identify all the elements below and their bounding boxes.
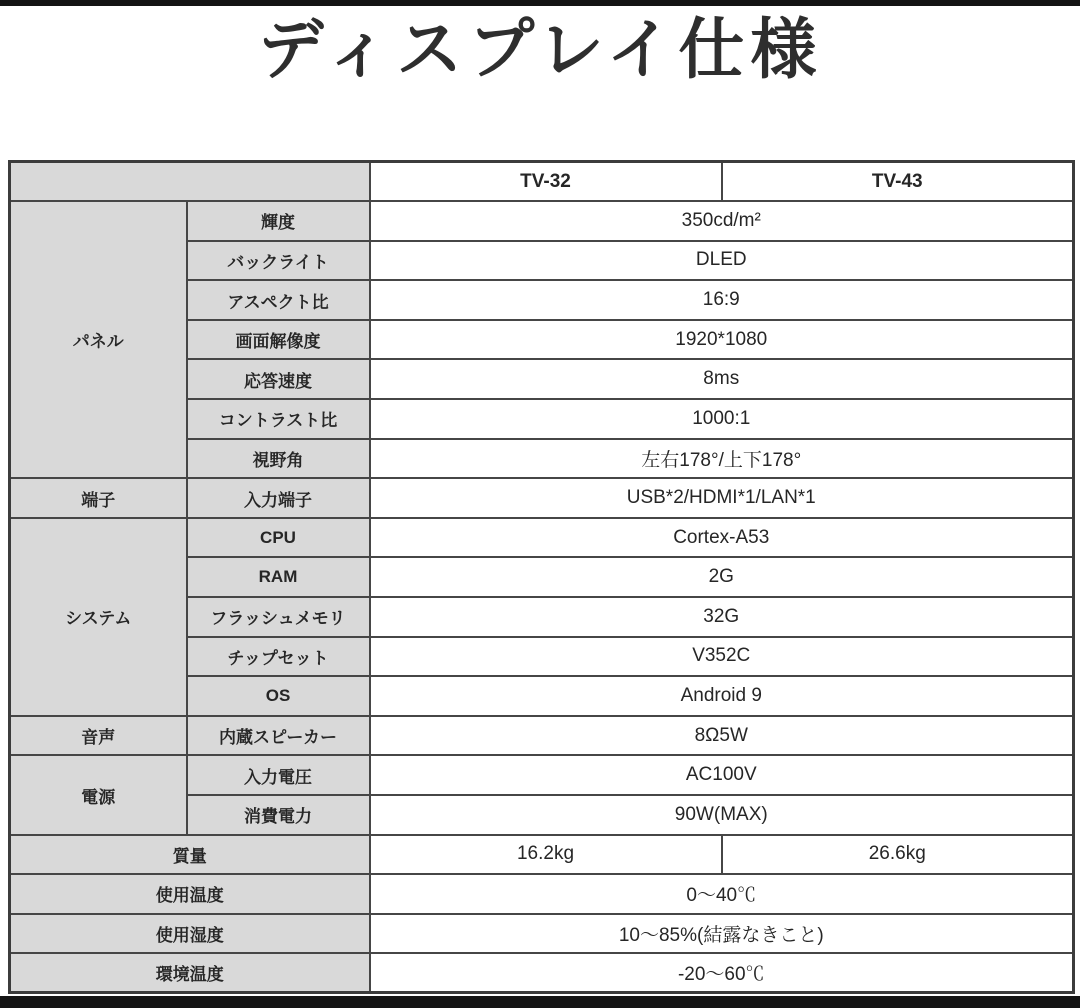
spec-value-viewing-angle: 左右178°/上下178°	[370, 439, 1074, 479]
spec-value-contrast: 1000:1	[370, 399, 1074, 439]
spec-label-brightness: 輝度	[187, 201, 370, 241]
spec-value-weight-tv43: 26.6kg	[722, 835, 1074, 875]
spec-label-os: OS	[187, 676, 370, 716]
spec-value-weight-tv32: 16.2kg	[370, 835, 722, 875]
spec-value-aspect-ratio: 16:9	[370, 280, 1074, 320]
group-cell-panel: パネル	[10, 201, 187, 478]
table-row	[10, 716, 1074, 756]
spec-label-chipset: チップセット	[187, 637, 370, 677]
table-header-row	[10, 162, 1074, 202]
spec-label-operating-humidity: 使用湿度	[10, 914, 370, 954]
spec-value-input-voltage: AC100V	[370, 755, 1074, 795]
spec-label-flash-memory: フラッシュメモリ	[187, 597, 370, 637]
header-corner-cell	[10, 162, 370, 202]
group-cell-power: 電源	[10, 755, 187, 834]
spec-label-contrast: コントラスト比	[187, 399, 370, 439]
spec-value-brightness: 350cd/m²	[370, 201, 1074, 241]
spec-value-cpu: Cortex-A53	[370, 518, 1074, 558]
group-cell-terminals: 端子	[10, 478, 187, 518]
spec-value-chipset: V352C	[370, 637, 1074, 677]
group-cell-audio: 音声	[10, 716, 187, 756]
spec-label-input-voltage: 入力電圧	[187, 755, 370, 795]
spec-label-cpu: CPU	[187, 518, 370, 558]
group-cell-system: システム	[10, 518, 187, 716]
spec-value-environment-temperature: -20～60℃	[370, 953, 1074, 993]
table-row	[10, 874, 1074, 914]
spec-value-backlight: DLED	[370, 241, 1074, 281]
spec-label-backlight: バックライト	[187, 241, 370, 281]
table-row	[10, 914, 1074, 954]
spec-label-response-time: 応答速度	[187, 359, 370, 399]
table-row	[10, 755, 1074, 795]
column-header-tv43: TV-43	[722, 162, 1074, 202]
table-row	[10, 478, 1074, 518]
bottom-border-bar	[0, 996, 1080, 1008]
spec-label-environment-temperature: 環境温度	[10, 953, 370, 993]
spec-label-weight: 質量	[10, 835, 370, 875]
spec-value-os: Android 9	[370, 676, 1074, 716]
spec-value-power-consumption: 90W(MAX)	[370, 795, 1074, 835]
weight-row	[10, 835, 1074, 875]
table-row	[10, 953, 1074, 993]
spec-value-operating-humidity: 10～85%(結露なきこと)	[370, 914, 1074, 954]
spec-label-power-consumption: 消費電力	[187, 795, 370, 835]
spec-value-speaker: 8Ω5W	[370, 716, 1074, 756]
spec-label-aspect-ratio: アスペクト比	[187, 280, 370, 320]
spec-value-input-terminals: USB*2/HDMI*1/LAN*1	[370, 478, 1074, 518]
spec-label-speaker: 内蔵スピーカー	[187, 716, 370, 756]
spec-label-input-terminals: 入力端子	[187, 478, 370, 518]
spec-value-flash-memory: 32G	[370, 597, 1074, 637]
spec-label-viewing-angle: 視野角	[187, 439, 370, 479]
spec-value-operating-temperature: 0～40℃	[370, 874, 1074, 914]
display-spec-table	[8, 160, 1075, 994]
page-title: ディスプレイ仕様	[257, 12, 823, 86]
spec-label-ram: RAM	[187, 557, 370, 597]
spec-label-resolution: 画面解像度	[187, 320, 370, 360]
spec-value-resolution: 1920*1080	[370, 320, 1074, 360]
table-row	[10, 201, 1074, 241]
spec-value-ram: 2G	[370, 557, 1074, 597]
column-header-tv32: TV-32	[370, 162, 722, 202]
spec-label-operating-temperature: 使用温度	[10, 874, 370, 914]
spec-value-response-time: 8ms	[370, 359, 1074, 399]
table-row	[10, 518, 1074, 558]
